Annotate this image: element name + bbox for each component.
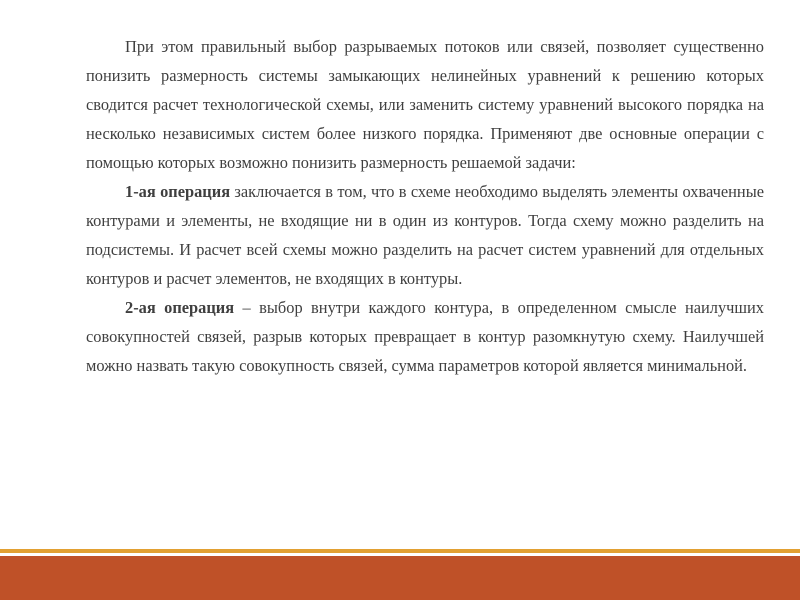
footer-bar <box>0 556 800 600</box>
operation-1-text: заключается в том, что в схеме необходимо выделять элементы охваченные контурами и элементы, не входящие ни в один из контуров. Тогда схему можно разделить на подсистемы. И расчет всей схемы можно разделить на расчет систем уравнений для отдельных контуров и расчет элементов, не входящих в контуры. <box>86 182 764 288</box>
slide-body-text <box>86 32 764 380</box>
paragraph-operation-2 <box>86 293 764 380</box>
paragraph-intro <box>86 32 764 177</box>
operation-2-label: 2-ая операция <box>125 298 235 317</box>
operation-2-text: – выбор внутри каждого контура, в определенном смысле наилучших совокупностей связей, разрыв которых превращает в контур разомкнутую схему. Наилучшей можно назвать такую совокупность связей, сумма параметров которой является минимальной. <box>86 298 765 375</box>
footer-accent-line <box>0 549 800 553</box>
paragraph-intro-text: При этом правильный выбор разрываемых потоков или связей, позволяет существенно понизить размерность системы замыкающих нелинейных уравнений к решению которых сводится расчет технологической схемы, или заменить систему уравнений высокого порядка на несколько независимых систем более низкого порядка. Применяют две основные операции с помощью которых возможно понизить размерность решаемой задачи: <box>86 37 764 172</box>
operation-1-label: 1-ая операция <box>125 182 231 201</box>
paragraph-operation-1 <box>86 177 764 293</box>
